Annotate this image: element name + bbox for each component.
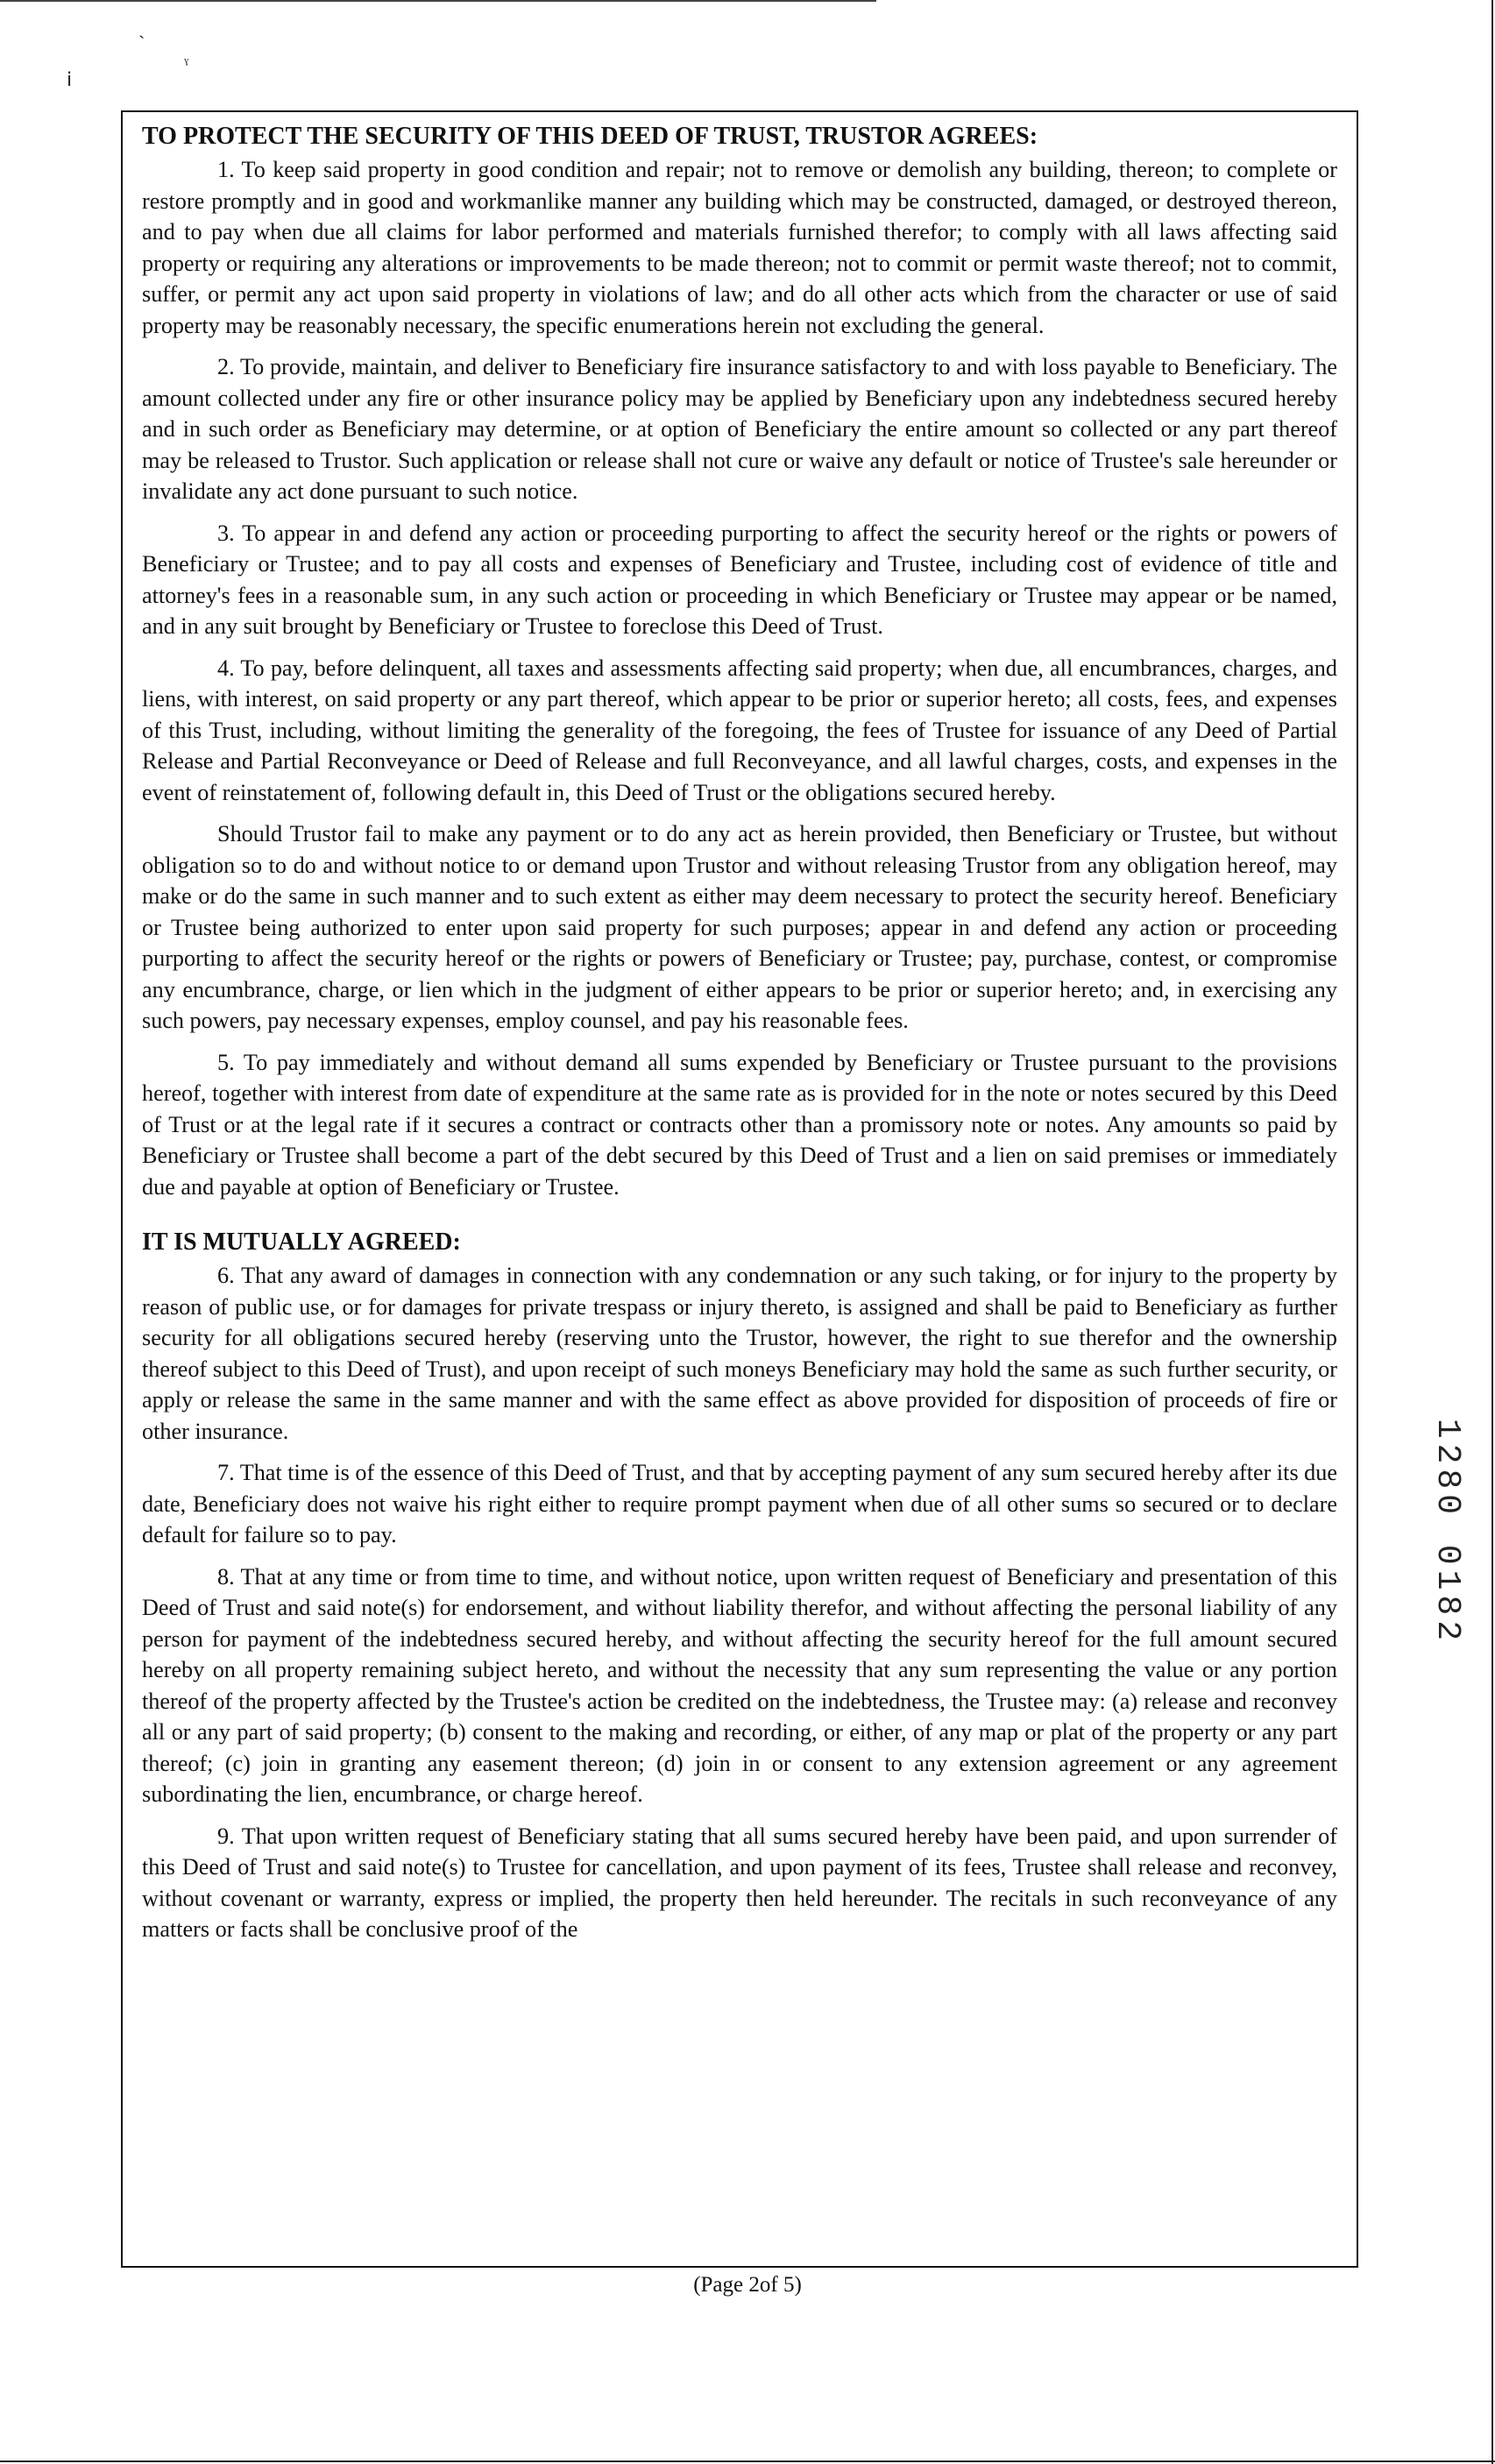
scan-speck: ⅰ (67, 68, 73, 90)
top-rule (0, 0, 876, 2)
scan-speck: ˋ (138, 32, 145, 53)
paragraph-6: 6. That any award of damages in connection with any condemnation or any such taking, or for injury to the property by reason of public use, or for damages for private trespass or injury thereto, is assigned and shall be paid to Beneficiary as further security for all obligations secured hereby (reserving unto the Trustor, however, the right to sue therefor and the ownership thereof subject to this Deed of Trust), and upon receipt of such moneys Beneficiary may hold the same as such further security, or apply or release the same in the same manner and with the same effect as above provided for disposition of proceeds of fire or other insurance. (142, 1263, 1337, 1444)
bottom-edge-line (0, 2460, 1495, 2462)
paragraph-1: 1. To keep said property in good condition and repair; not to remove or demolish any building, thereon; to complete or restore promptly and in good and workmanlike manner any building which may be constructed, damaged, or destroyed thereon, and to pay when due all claims for labor performed and materials furnished therefor; to comply with all laws affecting said property or requiring any alterations or improvements to be made thereon; not to commit or permit waste thereof; not to commit, suffer, or permit any act upon said property in violations of law; and do all other acts which from the character or use of said property may be reasonably necessary, the specific enumerations herein not excluding the general. (142, 157, 1337, 338)
scan-speck: ˠ (184, 53, 189, 71)
page-number-footer: (Page 2of 5) (693, 2273, 802, 2297)
paragraph-9: 9. That upon written request of Beneficiary stating that all sums secured hereby have been paid, and upon surrender of this Deed of Trust and said note(s) to Trustee for cancellation, and upon payment of its fees, Trustee shall release and reconvey, without covenant or warranty, express or implied, the property then held hereunder. The recitals in such reconveyance of any matters or facts shall be conclusive proof of the (142, 1823, 1337, 1942)
paragraph-3: 3. To appear in and defend any action or proceeding purporting to affect the security hereof or the rights or powers of Beneficiary or Trustee; and to pay all costs and expenses of Beneficiary and Trustee, including cost of evidence of title and attorney's fees in a reasonable sum, in any such action or proceeding in which Beneficiary or Trustee may appear or be named, and in any suit brought by Beneficiary or Trustee to foreclose this Deed of Trust. (142, 520, 1337, 639)
paragraph-5: 5. To pay immediately and without demand all sums expended by Beneficiary or Trustee pursuant to the provisions hereof, together with interest from date of expenditure at the same rate as is provided for in the note or notes secured by this Deed of Trust or at the legal rate if it secures a contract or contracts other than a promissory note or notes. Any amounts so paid by Beneficiary or Trustee shall become a part of the debt secured by this Deed of Trust and a lien on said premises or immediately due and payable at option of Beneficiary or Trustee. (142, 1049, 1337, 1200)
side-recording-stamp (1430, 1418, 1465, 1646)
paragraph-7: 7. That time is of the essence of this Deed of Trust, and that by accepting payment of any sum secured hereby after its due date, Beneficiary does not waive his right either to require prompt payment when due of all other sums so secured or to declare default for failure so to pay. (142, 1460, 1337, 1547)
right-edge-line (1491, 0, 1493, 2464)
paragraph-2: 2. To provide, maintain, and deliver to Beneficiary fire insurance satisfactory to and with loss payable to Beneficiary. The amount collected under any fire or other insurance policy may be applied by Beneficiary upon any indebtedness secured hereby and in such order as Beneficiary may determine, or at option of Beneficiary the entire amount so collected or any part thereof may be released to Trustor. Such application or release shall not cure or waive any default or notice of Trustee's sale hereunder or invalidate any act done pursuant to such notice. (142, 354, 1337, 504)
paragraph-4: 4. To pay, before delinquent, all taxes and assessments affecting said property; when due, all encumbrances, charges, and liens, with interest, on said property or any part thereof, which appear to be prior or superior hereto; all costs, fees, and expenses of this Trust, including, without limiting the generality of the foregoing, the fees of Trustee for issuance of any Deed of Partial Release and Partial Reconveyance or Deed of Release and full Reconveyance, and all lawful charges, costs, and expenses in the event of reinstatement of, following default in, this Deed of Trust or the obligations secured hereby. (142, 655, 1337, 805)
section-heading-mutually-agreed: IT IS MUTUALLY AGREED: (142, 1228, 461, 1256)
section-heading-trustor-agrees: TO PROTECT THE SECURITY OF THIS DEED OF TRUST, TRUSTOR AGREES: (142, 123, 1038, 150)
side-stamp-text: 1280 0182 (1428, 1418, 1467, 1646)
paragraph-8: 8. That at any time or from time to time, and without notice, upon written request of Beneficiary and presentation of this Deed of Trust and said note(s) for endorsement, and without liability therefor, and without affecting the personal liability of any person for payment of the indebtedness secured hereby, and without affecting the security hereof for the full amount secured hereby on all property remaining subject hereto, and without the necessity that any sum representing the value or any portion thereof of the property affected by the Trustee's action be credited on the indebtedness, the Trustee may: (a) release and reconvey all or any part of said property; (b) consent to the making and recording, or either, of any map or plat of the property or any part thereof; (c) join in granting any easement thereon; (d) join in or consent to any extension agreement or any agreement subordinating the lien, encumbrance, or charge hereof. (142, 1563, 1337, 1807)
deed-text-box (121, 110, 1358, 2268)
paragraph-should-trustor-fail: Should Trustor fail to make any payment or to do any act as herein provided, then Beneficiary or Trustee, but without obligation so to do and without notice to or demand upon Trustor and without releasing Trustor from any obligation hereof, may make or do the same in such manner and to such extent as either may deem necessary to protect the security hereof. Beneficiary or Trustee being authorized to enter upon said property for such purposes; appear in and defend any action or proceeding purporting to affect the security hereof or the rights or powers of Beneficiary or Trustee; pay, purchase, contest, or compromise any encumbrance, charge, or lien which in the judgment of either appears to be prior or superior hereto; and, in exercising any such powers, pay necessary expenses, employ counsel, and pay his reasonable fees. (142, 821, 1337, 1033)
